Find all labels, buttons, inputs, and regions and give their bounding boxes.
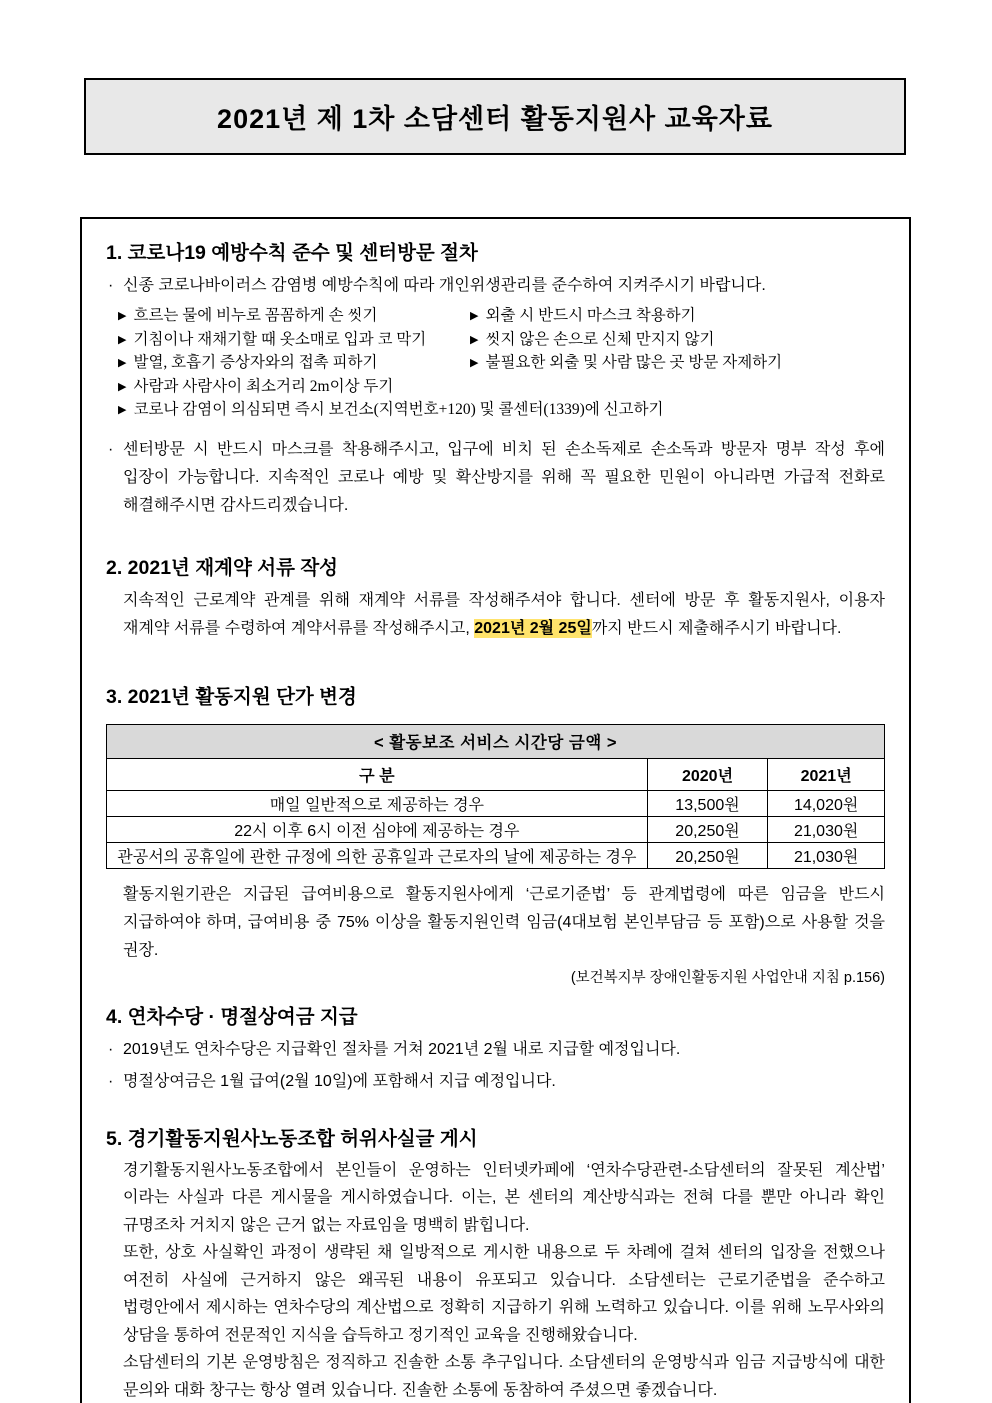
- dot-bullet-icon: ·: [108, 440, 114, 458]
- rule-text: 씻지 않은 손으로 신체 만지지 않기: [485, 330, 715, 348]
- list-item: [470, 305, 885, 329]
- table-title-row: [107, 724, 885, 758]
- document-body: [80, 217, 911, 1403]
- list-item-empty: [470, 376, 885, 400]
- rate-note: 활동지원기관은 지급된 급여비용으로 활동지원사에게 ‘근로기준법’ 등 관계법령에 따른 임금을 반드시 지급하여야 하며, 급여비용 중 75% 이상을 활동지원인력 임금(4대보험 본인부담금 등 포함)으로 사용할 것을 권장.: [123, 885, 885, 959]
- arrow-bullet-icon: ▶: [118, 404, 127, 416]
- list-item: [118, 305, 470, 329]
- rate-2021: 21,030원: [768, 842, 885, 868]
- allowance-item-text: 명절상여금은 1월 급여(2월 10일)에 포함해서 지급 예정입니다.: [123, 1072, 556, 1090]
- section1-heading: 1. 코로나19 예방수칙 준수 및 센터방문 절차: [106, 242, 478, 264]
- list-item: [470, 352, 885, 376]
- document-title-box: [84, 78, 906, 155]
- column-header-category: 구 분: [107, 758, 648, 790]
- list-item: [470, 329, 885, 353]
- section-covid-rules: [106, 239, 885, 520]
- allowance-item: [106, 1068, 885, 1096]
- arrow-bullet-icon: ▶: [118, 357, 127, 369]
- allowance-item: [106, 1036, 885, 1064]
- list-item: [118, 329, 470, 353]
- rule-text: 외출 시 반드시 마스크 착용하기: [485, 307, 696, 324]
- arrow-bullet-icon: ▶: [470, 310, 479, 322]
- table-title: < 활동보조 서비스 시간당 금액 >: [107, 724, 885, 758]
- row-label: 매일 일반적으로 제공하는 경우: [107, 790, 648, 816]
- rate-2021: 14,020원: [768, 790, 885, 816]
- table-row: [107, 790, 885, 816]
- section-union-notice: [106, 1125, 885, 1403]
- union-paragraph: 경기활동지원사노동조합에서 본인들이 운영하는 인터넷카페에 ‘연차수당관련-소담센터의 잘못된 계산법’ 이라는 사실과 다른 게시물을 게시하였습니다. 이는, 본 센터의 계산방식과는 전혀 다를 뿐만 아니라 확인 규명조차 거치지 않은 근거 없는 자료임을 명백히 밝힙니다.: [123, 1161, 885, 1234]
- document-title: 2021년 제 1차 소담센터 활동지원사 교육자료: [217, 104, 773, 134]
- section1-intro-text: 신종 코로나바이러스 감염병 예방수칙에 따라 개인위생관리를 준수하여 지켜주시기 바랍니다.: [123, 277, 766, 294]
- section-rate-change: [106, 683, 885, 990]
- arrow-bullet-icon: ▶: [118, 333, 127, 346]
- list-item: [118, 399, 885, 423]
- section4-heading: 4. 연차수당 · 명절상여금 지급: [106, 1005, 358, 1028]
- rate-2020: 20,250원: [647, 816, 768, 842]
- rule-text: 기침이나 재채기할 때 옷소매로 입과 코 막기: [133, 330, 427, 348]
- table-header-row: [107, 758, 885, 790]
- visit-note-text: 센터방문 시 반드시 마스크를 착용해주시고, 입구에 비치 된 손소독제로 손소독과 방문자 명부 작성 후에 입장이 가능합니다. 지속적인 코로나 예방 및 확산방지를 위해 꼭 필요한 민원이 아니라면 가급적 전화로 해결해주시면 감사드리겠습니다.: [123, 440, 885, 514]
- dot-bullet-icon: ·: [108, 277, 114, 294]
- rule-text: 발열, 호흡기 증상자와의 접촉 피하기: [133, 354, 378, 371]
- section1-intro: [106, 272, 885, 300]
- arrow-bullet-icon: ▶: [470, 357, 479, 369]
- rule-text: 사람과 사람사이 최소거리 2m이상 두기: [133, 377, 394, 395]
- highlighted-deadline: 2021년 2월 25일: [474, 619, 592, 637]
- arrow-bullet-icon: ▶: [470, 333, 479, 346]
- column-header-2020: 2020년: [647, 758, 768, 790]
- section5-heading: 5. 경기활동지원사노동조합 허위사실글 게시: [106, 1127, 478, 1150]
- dot-bullet-icon: ·: [108, 1040, 114, 1058]
- table-row: [107, 842, 885, 868]
- rate-source-reference: (보건복지부 장애인활동지원 사업안내 지침 p.156): [570, 969, 885, 986]
- row-label: 관공서의 공휴일에 관한 규정에 의한 공휴일과 근로자의 날에 제공하는 경우: [107, 842, 648, 868]
- arrow-bullet-icon: ▶: [118, 310, 127, 322]
- covid-rule-list: [118, 305, 885, 423]
- table-row: [107, 816, 885, 842]
- rule-text: 불필요한 외출 및 사람 많은 곳 방문 자제하기: [485, 354, 783, 371]
- hourly-rate-table: [106, 724, 885, 869]
- section3-heading: 3. 2021년 활동지원 단가 변경: [106, 685, 357, 708]
- rate-2021: 21,030원: [768, 816, 885, 842]
- section2-heading: 2. 2021년 재계약 서류 작성: [106, 556, 339, 579]
- section-allowance: [106, 1003, 885, 1096]
- recontract-text-before: 지속적인 근로계약 관계를 위해 재계약 서류를 작성해주셔야 합니다. 센터에 방문 후 활동지원사, 이용자 재계약 서류를 수령하여 계약서류를 작성해주시고,: [123, 591, 885, 637]
- column-header-2021: 2021년: [768, 758, 885, 790]
- rule-text: 코로나 감염이 의심되면 즉시 보건소(지역번호+120) 및 콜센터(1339)에 신고하기: [133, 401, 664, 418]
- union-paragraph: 소담센터의 기본 운영방침은 정직하고 진솔한 소통 추구입니다. 소담센터의 운영방식과 임금 지급방식에 대한 문의와 대화 창구는 항상 열려 있습니다. 진솔한 소통에 동참하여 주셨으면 좋겠습니다.: [123, 1354, 885, 1399]
- section1-visit-note: [106, 436, 885, 520]
- arrow-bullet-icon: ▶: [118, 380, 127, 393]
- rate-2020: 13,500원: [647, 790, 768, 816]
- rule-text: 흐르는 물에 비누로 꼼꼼하게 손 씻기: [133, 307, 378, 324]
- allowance-item-text: 2019년도 연차수당은 지급확인 절차를 거쳐 2021년 2월 내로 지급할 예정입니다.: [123, 1040, 681, 1058]
- section-recontract: [106, 554, 885, 643]
- union-paragraph: 또한, 상호 사실확인 과정이 생략된 채 일방적으로 게시한 내용으로 두 차례에 걸쳐 센터의 입장을 전했으나 여전히 사실에 근거하지 않은 왜곡된 내용이 유포되고 있습니다. 소담센터는 근로기준법을 준수하고 법령안에서 제시하는 연차수당의 계산법으로 정확히 지급하기 위해 노력하고 있습니다. 이를 위해 노무사와의 상담을 통하여 전문적인 지식을 습득하고 정기적인 교육을 진행해왔습니다.: [123, 1244, 885, 1344]
- recontract-text-after: 까지 반드시 제출해주시기 바랍니다.: [591, 619, 842, 637]
- dot-bullet-icon: ·: [108, 1072, 114, 1090]
- section2-paragraph: [106, 587, 885, 643]
- list-item: [118, 376, 470, 400]
- list-item: [118, 352, 470, 376]
- row-label: 22시 이후 6시 이전 심야에 제공하는 경우: [107, 816, 648, 842]
- rate-2020: 20,250원: [647, 842, 768, 868]
